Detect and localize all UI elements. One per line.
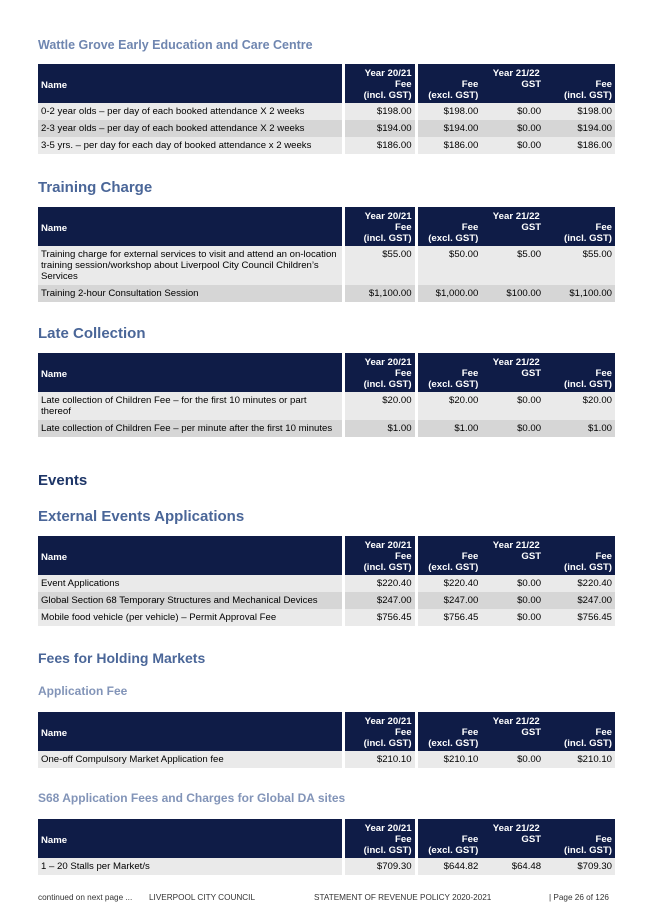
row-name: Training 2-hour Consultation Session — [38, 285, 342, 302]
col-header-fee-incl: Fee — [544, 368, 615, 379]
col-header-fee-prev: Fee — [342, 727, 415, 738]
row-gst: $0.00 — [481, 575, 544, 592]
col-header-year-next: Year 21/22 — [415, 712, 615, 727]
col-header-incl-prev: (incl. GST) — [342, 379, 415, 392]
row-fee-prev: $756.45 — [342, 609, 415, 626]
table-row — [38, 420, 615, 437]
table-row — [38, 609, 615, 626]
row-gst: $0.00 — [481, 751, 544, 768]
col-header-year-next: Year 21/22 — [415, 536, 615, 551]
col-header-fee-prev: Fee — [342, 222, 415, 233]
row-fee-excl: $644.82 — [415, 858, 482, 875]
row-name: Training charge for external services to visit and attend an on-location training session/workshop about Liverpool City Council Children’s Services — [38, 246, 342, 285]
col-header-excl: (excl. GST) — [415, 379, 482, 392]
row-fee-incl: $756.45 — [544, 609, 615, 626]
row-fee-incl: $198.00 — [544, 103, 615, 120]
row-name: 0-2 year olds – per day of each booked attendance X 2 weeks — [38, 103, 342, 120]
col-header-fee-excl: Fee — [415, 79, 482, 90]
row-gst: $0.00 — [481, 609, 544, 626]
col-header-year-next: Year 21/22 — [415, 64, 615, 79]
row-gst: $0.00 — [481, 137, 544, 154]
section-title-s68: S68 Application Fees and Charges for Global DA sites — [38, 791, 346, 805]
row-fee-incl: $247.00 — [544, 592, 615, 609]
row-gst: $100.00 — [481, 285, 544, 302]
row-name: One-off Compulsory Market Application fee — [38, 751, 342, 768]
col-header-excl: (excl. GST) — [415, 562, 482, 575]
table-row — [38, 858, 615, 875]
row-gst: $0.00 — [481, 392, 544, 420]
col-header-excl: (excl. GST) — [415, 845, 482, 858]
col-header-year-prev: Year 20/21 — [342, 207, 415, 222]
row-fee-incl: $20.00 — [544, 392, 615, 420]
col-header-incl: (incl. GST) — [544, 562, 615, 575]
col-header-name: Name — [38, 712, 342, 751]
col-header-year-prev: Year 20/21 — [342, 353, 415, 368]
col-header-fee-excl: Fee — [415, 834, 482, 845]
table-row — [38, 592, 615, 609]
footer-continued: continued on next page ... — [38, 893, 133, 902]
col-header-name: Name — [38, 819, 342, 858]
col-header-incl-prev: (incl. GST) — [342, 738, 415, 751]
col-header-excl: (excl. GST) — [415, 738, 482, 751]
fee-table-wattle-grove — [38, 64, 615, 154]
col-header-gst: GST — [481, 727, 544, 751]
row-fee-prev: $194.00 — [342, 120, 415, 137]
col-header-incl: (incl. GST) — [544, 379, 615, 392]
row-fee-incl: $1.00 — [544, 420, 615, 437]
col-header-fee-incl: Fee — [544, 727, 615, 738]
col-header-year-prev: Year 20/21 — [342, 819, 415, 834]
col-header-name: Name — [38, 353, 342, 392]
row-gst: $0.00 — [481, 103, 544, 120]
row-fee-excl: $1,000.00 — [415, 285, 482, 302]
col-header-year-next: Year 21/22 — [415, 819, 615, 834]
footer-page-number: | Page 26 of 126 — [549, 893, 609, 902]
section-title-external-events: External Events Applications — [38, 508, 245, 525]
row-fee-prev: $247.00 — [342, 592, 415, 609]
row-fee-incl: $194.00 — [544, 120, 615, 137]
fee-table-training-charge — [38, 207, 615, 302]
col-header-incl-prev: (incl. GST) — [342, 845, 415, 858]
fee-table-application-fee — [38, 712, 615, 768]
row-fee-incl: $709.30 — [544, 858, 615, 875]
row-fee-excl: $198.00 — [415, 103, 482, 120]
col-header-fee-excl: Fee — [415, 222, 482, 233]
col-header-year-prev: Year 20/21 — [342, 64, 415, 79]
table-row — [38, 392, 615, 420]
row-name: 2-3 year olds – per day of each booked attendance X 2 weeks — [38, 120, 342, 137]
row-fee-prev: $1.00 — [342, 420, 415, 437]
row-fee-incl: $220.40 — [544, 575, 615, 592]
col-header-gst: GST — [481, 222, 544, 246]
row-fee-incl: $186.00 — [544, 137, 615, 154]
col-header-incl-prev: (incl. GST) — [342, 562, 415, 575]
row-fee-prev: $20.00 — [342, 392, 415, 420]
row-fee-excl: $186.00 — [415, 137, 482, 154]
row-fee-prev: $198.00 — [342, 103, 415, 120]
col-header-excl: (excl. GST) — [415, 233, 482, 246]
row-name: Mobile food vehicle (per vehicle) – Permit Approval Fee — [38, 609, 342, 626]
table-row — [38, 285, 615, 302]
table-row — [38, 575, 615, 592]
col-header-fee-incl: Fee — [544, 79, 615, 90]
row-fee-excl: $247.00 — [415, 592, 482, 609]
row-gst: $64.48 — [481, 858, 544, 875]
col-header-name: Name — [38, 64, 342, 103]
col-header-fee-incl: Fee — [544, 834, 615, 845]
footer-council: LIVERPOOL CITY COUNCIL — [149, 893, 256, 902]
row-fee-incl: $1,100.00 — [544, 285, 615, 302]
col-header-fee-excl: Fee — [415, 551, 482, 562]
section-title-late-collection: Late Collection — [38, 325, 146, 342]
table-row — [38, 751, 615, 768]
section-title-events: Events — [38, 472, 88, 489]
row-name: 1 – 20 Stalls per Market/s — [38, 858, 342, 875]
row-name: Late collection of Children Fee – for the first 10 minutes or part thereof — [38, 392, 342, 420]
col-header-gst: GST — [481, 551, 544, 575]
section-title-application-fee: Application Fee — [38, 684, 128, 698]
col-header-fee-excl: Fee — [415, 368, 482, 379]
row-fee-excl: $1.00 — [415, 420, 482, 437]
row-gst: $0.00 — [481, 120, 544, 137]
col-header-incl-prev: (incl. GST) — [342, 90, 415, 103]
section-title-holding-markets: Fees for Holding Markets — [38, 650, 206, 666]
col-header-incl: (incl. GST) — [544, 738, 615, 751]
fee-table-s68 — [38, 819, 615, 875]
table-row — [38, 103, 615, 120]
col-header-fee-prev: Fee — [342, 79, 415, 90]
col-header-year-prev: Year 20/21 — [342, 712, 415, 727]
row-fee-incl: $210.10 — [544, 751, 615, 768]
row-fee-excl: $756.45 — [415, 609, 482, 626]
row-name: Late collection of Children Fee – per minute after the first 10 minutes — [38, 420, 342, 437]
col-header-excl: (excl. GST) — [415, 90, 482, 103]
row-fee-prev: $210.10 — [342, 751, 415, 768]
row-fee-excl: $50.00 — [415, 246, 482, 285]
col-header-incl: (incl. GST) — [544, 233, 615, 246]
fee-table-late-collection — [38, 353, 615, 437]
fee-table-external-events — [38, 536, 615, 626]
col-header-fee-prev: Fee — [342, 834, 415, 845]
col-header-year-prev: Year 20/21 — [342, 536, 415, 551]
col-header-year-next: Year 21/22 — [415, 207, 615, 222]
col-header-incl-prev: (incl. GST) — [342, 233, 415, 246]
row-fee-prev: $186.00 — [342, 137, 415, 154]
row-name: Event Applications — [38, 575, 342, 592]
section-title-training-charge: Training Charge — [38, 179, 153, 196]
row-fee-incl: $55.00 — [544, 246, 615, 285]
row-fee-prev: $55.00 — [342, 246, 415, 285]
row-fee-prev: $220.40 — [342, 575, 415, 592]
col-header-gst: GST — [481, 79, 544, 103]
col-header-name: Name — [38, 536, 342, 575]
row-gst: $0.00 — [481, 592, 544, 609]
col-header-gst: GST — [481, 368, 544, 392]
col-header-incl: (incl. GST) — [544, 90, 615, 103]
table-row — [38, 120, 615, 137]
row-gst: $0.00 — [481, 420, 544, 437]
col-header-fee-incl: Fee — [544, 551, 615, 562]
footer-statement: STATEMENT OF REVENUE POLICY 2020-2021 — [314, 893, 492, 902]
col-header-incl: (incl. GST) — [544, 845, 615, 858]
row-name: Global Section 68 Temporary Structures and Mechanical Devices — [38, 592, 342, 609]
row-fee-excl: $194.00 — [415, 120, 482, 137]
row-fee-excl: $210.10 — [415, 751, 482, 768]
col-header-fee-prev: Fee — [342, 368, 415, 379]
table-row — [38, 137, 615, 154]
col-header-fee-incl: Fee — [544, 222, 615, 233]
col-header-fee-excl: Fee — [415, 727, 482, 738]
row-name: 3-5 yrs. – per day for each day of booked attendance x 2 weeks — [38, 137, 342, 154]
col-header-gst: GST — [481, 834, 544, 858]
col-header-name: Name — [38, 207, 342, 246]
row-fee-prev: $709.30 — [342, 858, 415, 875]
row-gst: $5.00 — [481, 246, 544, 285]
row-fee-prev: $1,100.00 — [342, 285, 415, 302]
col-header-year-next: Year 21/22 — [415, 353, 615, 368]
table-row — [38, 246, 615, 285]
col-header-fee-prev: Fee — [342, 551, 415, 562]
row-fee-excl: $20.00 — [415, 392, 482, 420]
section-title-wattle-grove: Wattle Grove Early Education and Care Centre — [38, 38, 313, 52]
row-fee-excl: $220.40 — [415, 575, 482, 592]
